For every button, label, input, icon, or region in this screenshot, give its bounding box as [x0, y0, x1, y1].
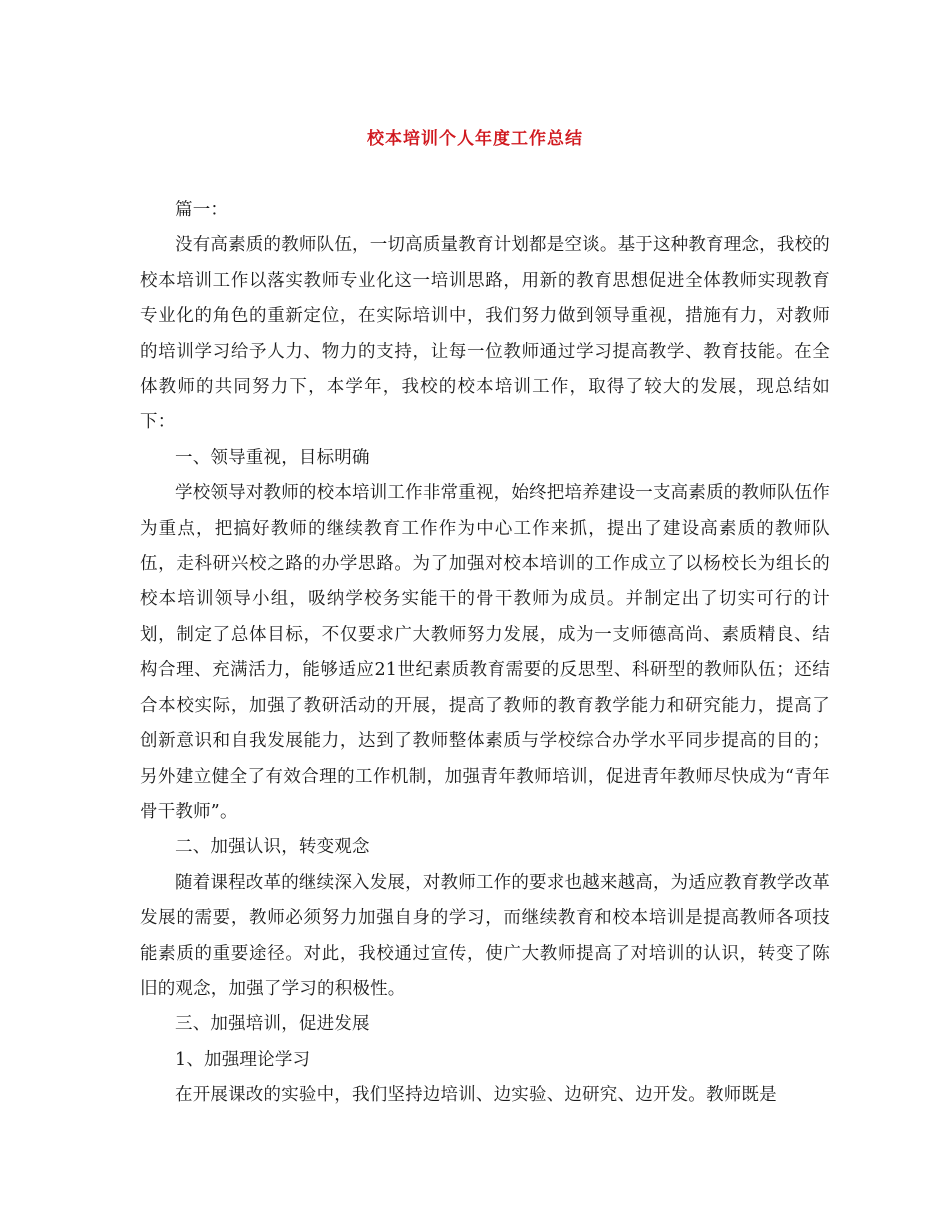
subsection-1-paragraph: 在开展课改的实验中，我们坚持边培训、边实验、边研究、边开发。教师既是: [175, 1085, 777, 1106]
document-title: 校本培训个人年度工作总结: [367, 129, 583, 149]
section-2-paragraph: 随着课程改革的继续深入发展，对教师工作的要求也越来越高，为适应教育教学改革发展的需要，教师必须努力加强自身的学习，而继续教育和校本培训是提高教师各项技能素质的重要途径。对此，我校通过宣传，使广大教师提高了对培训的认识，转变了陈旧的观念，加强了学习的积极性。: [140, 872, 830, 999]
document-body: [140, 193, 830, 1114]
section-1-paragraph: 学校领导对教师的校本培训工作非常重视，始终把培养建设一支高素质的教师队伍作为重点，把搞好教师的继续教育工作作为中心工作来抓，提出了建设高素质的教师队伍，走科研兴校之路的办学思路。为了加强对校本培训的工作成立了以杨校长为组长的校本培训领导小组，吸纳学校务实能干的骨干教师为成员。并制定出了切实可行的计划，制定了总体目标，不仅要求广大教师努力发展，成为一支师德高尚、素质精良、结构合理、充满活力，能够适应21世纪素质教育需要的反思型、科研型的教师队伍；还结合本校实际，加强了教研活动的开展，提高了教师的教育教学能力和研究能力，提高了创新意识和自我发展能力，达到了教师整体素质与学校综合办学水平同步提高的目的；另外建立健全了有效合理的工作机制，加强青年教师培训，促进青年教师尽快成为“青年骨干教师”。: [140, 483, 830, 822]
section-heading-1: 一、领导重视，目标明确: [175, 447, 370, 468]
section-heading-2: 二、加强认识，转变观念: [175, 837, 370, 858]
intro-paragraph: 没有高素质的教师队伍，一切高质量教育计划都是空谈。基于这种教育理念，我校的校本培训工作以落实教师专业化这一培训思路，用新的教育思想促进全体教师实现教育专业化的角色的重新定位，在实际培训中，我们努力做到领导重视，措施有力，对教师的培训学习给予人力、物力的支持，让每一位教师通过学习提高教学、教育技能。在全体教师的共同努力下，本学年，我校的校本培训工作，取得了较大的发展，现总结如下：: [140, 235, 830, 433]
section-heading-3: 三、加强培训，促进发展: [175, 1014, 370, 1035]
section-label: 篇一：: [175, 200, 229, 220]
subsection-heading-1: 1、加强理论学习: [175, 1049, 311, 1070]
